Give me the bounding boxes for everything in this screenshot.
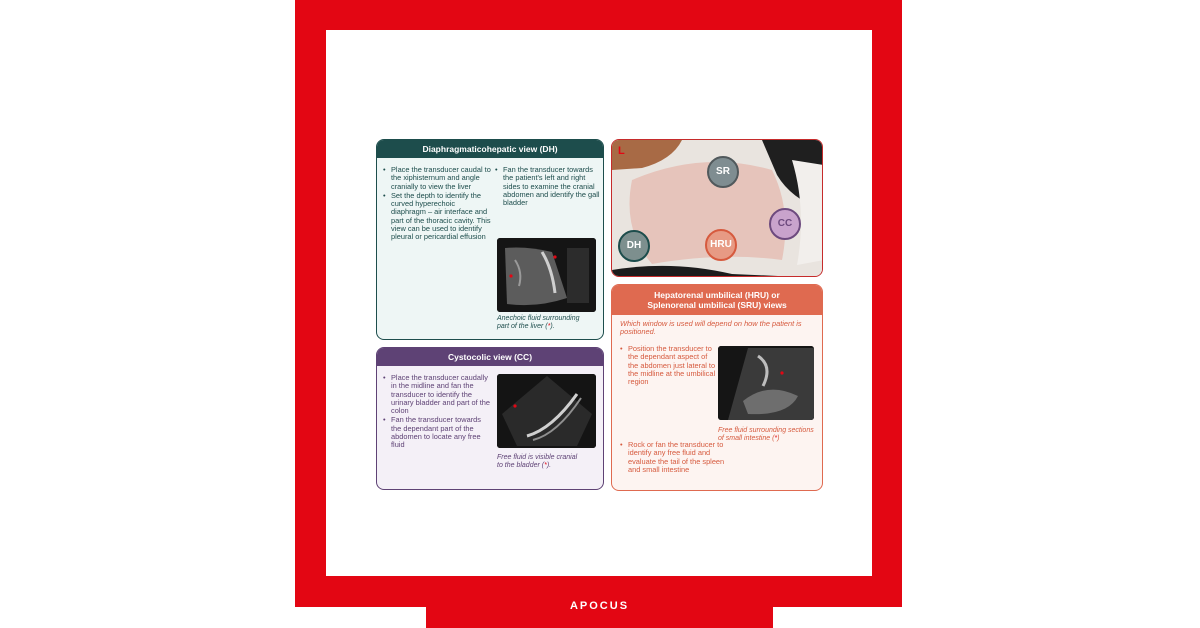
dh-steps-left	[383, 166, 491, 243]
list-item: • Fan the transducer towards the patient's left and right sides to examine the cranial abdomen and identify the gall bladder	[495, 166, 601, 207]
hru-view-title: Hepatorenal umbilical (HRU) or Splenorenal umbilical (SRU) views	[612, 285, 822, 315]
dh-steps-right	[495, 166, 601, 208]
cc-view-card	[376, 347, 604, 490]
side-label: L	[618, 145, 625, 157]
dh-view-title: Diaphragmaticohepatic view (DH)	[377, 140, 603, 158]
list-item: • Place the transducer caudal to the xiphisternum and angle cranially to view the liver	[383, 166, 491, 191]
hru-steps-2	[620, 441, 816, 475]
brand-tab: APOCUS	[426, 585, 773, 628]
cc-steps	[383, 374, 493, 451]
dh-image-caption: Anechoic fluid surrounding part of the liver (*).	[497, 315, 580, 331]
marker-sr: SR	[707, 156, 739, 188]
list-item: • Set the depth to identify the curved hyperechoic diaphragm – air interface and part of the thoracic cavity. This view can be used to identify pleural or pericardial effusion	[383, 192, 491, 242]
marker-dh: DH	[618, 230, 650, 262]
marker-hru: HRU	[705, 229, 737, 261]
cc-view-title: Cystocolic view (CC)	[377, 348, 603, 366]
list-item: • Position the transducer to the dependant aspect of the abdomen just lateral to the midline at the umbilical region	[620, 345, 716, 386]
dh-view-card	[376, 139, 604, 340]
list-item: • Fan the transducer towards the dependant part of the abdomen to locate any free fluid	[383, 416, 493, 449]
hru-view-card	[611, 284, 823, 491]
hru-steps	[620, 345, 716, 387]
cc-image-caption: Free fluid is visible cranial to the bladder (*).	[497, 454, 578, 470]
dh-ultrasound-image	[497, 238, 596, 312]
cc-ultrasound-image	[497, 374, 596, 448]
list-item: • Place the transducer caudally in the midline and fan the transducer to identify the urinary bladder and part of the colon	[383, 374, 493, 415]
hru-image-caption: Free fluid surrounding sections of small intestine (*)	[718, 427, 814, 443]
dog-abdomen-photo	[611, 139, 823, 277]
list-item: • Rock or fan the transducer to identify any free fluid and evaluate the tail of the spleen and small intestine	[620, 441, 816, 474]
marker-cc: CC	[769, 208, 801, 240]
hru-ultrasound-image	[718, 346, 814, 420]
hru-note: Which window is used will depend on how the patient is positioned.	[620, 319, 802, 337]
